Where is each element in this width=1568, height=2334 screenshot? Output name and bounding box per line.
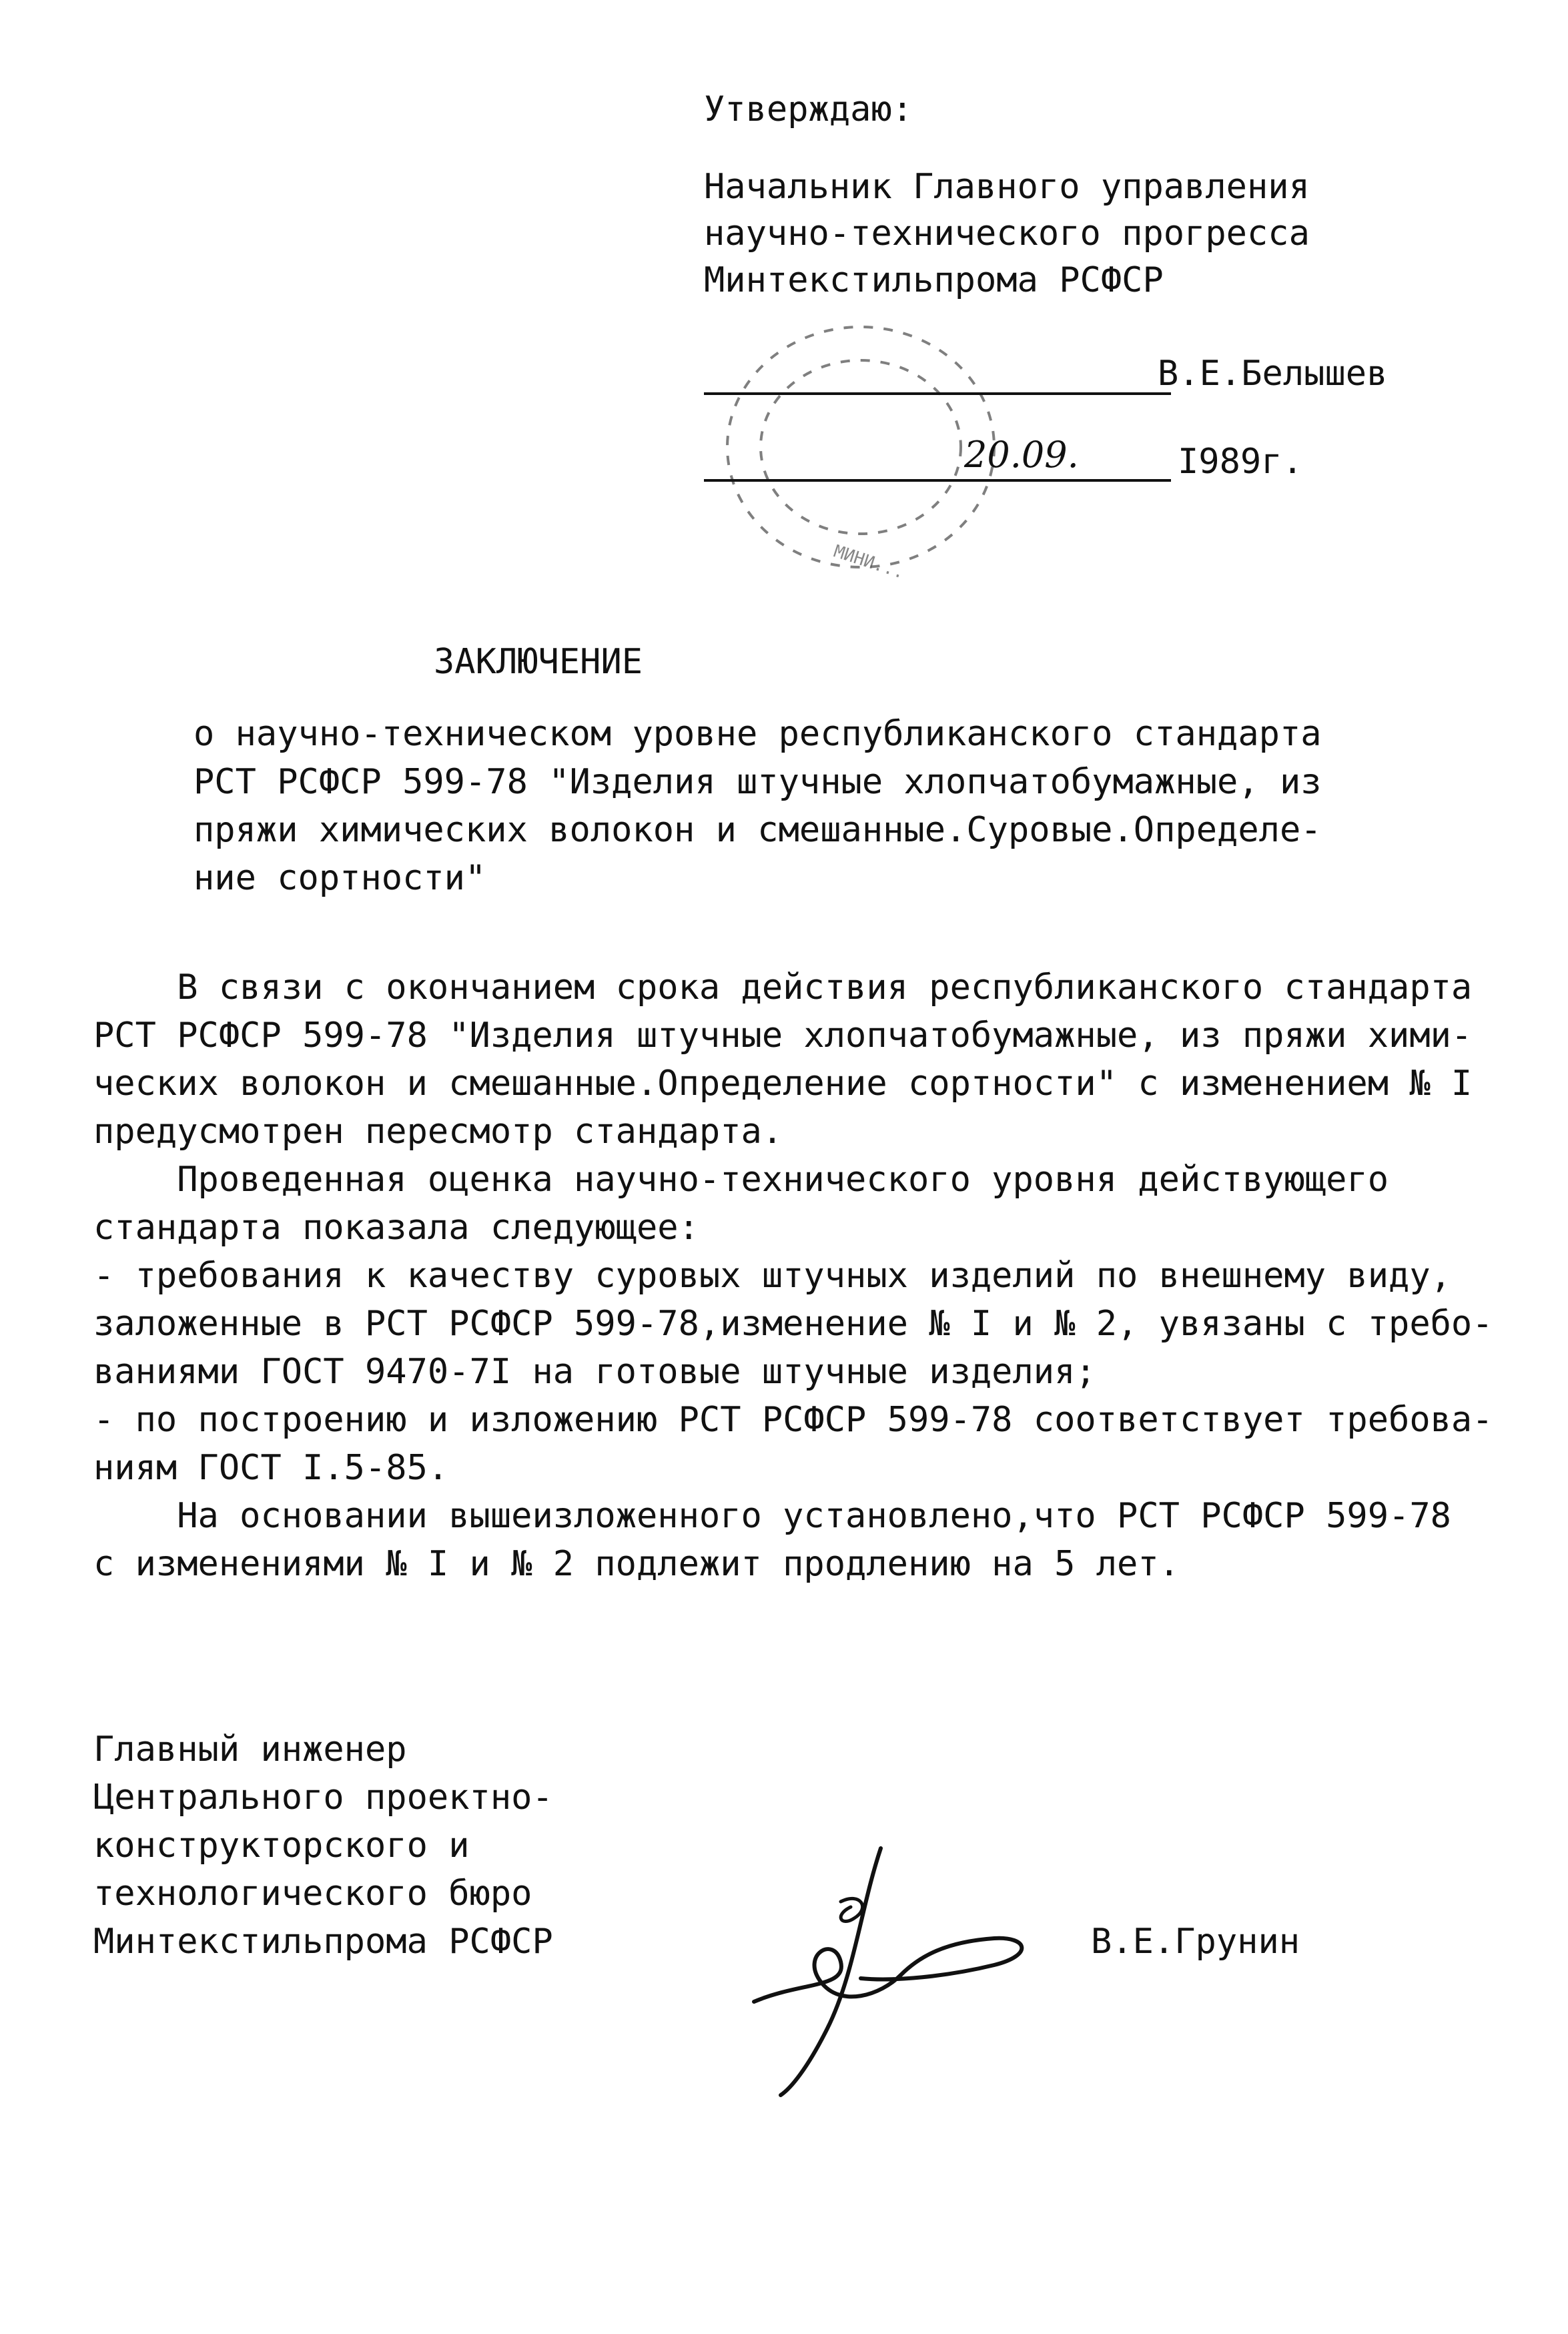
approval-year: I989г.: [1178, 442, 1303, 482]
approval-heading: Утверждаю:: [704, 89, 913, 129]
body-line-8: заложенные в РСТ РСФСР 599-78,изменение № I и № 2, увязаны с требо-: [93, 1304, 1493, 1344]
approval-signer: В.Е.Белышев: [1158, 354, 1388, 394]
handwritten-signature: [727, 1828, 1048, 2108]
approval-date-rule: [704, 479, 1171, 482]
body-line-1: В связи с окончанием срока действия республиканского стандарта: [93, 967, 1473, 1008]
footer-position-line-1: Главный инженер: [93, 1729, 407, 1770]
subject-line-2: РСТ РСФСР 599-78 "Изделия штучные хлопчатобумажные, из: [193, 762, 1322, 802]
body-line-2: РСТ РСФСР 599-78 "Изделия штучные хлопчатобумажные, из пряжи хими-: [93, 1016, 1473, 1056]
footer-signer: В.Е.Грунин: [1091, 1922, 1300, 1962]
body-line-4: предусмотрен пересмотр стандарта.: [93, 1112, 783, 1152]
approval-position-line-1: Начальник Главного управления: [704, 167, 1310, 207]
footer-position-line-2: Центрального проектно-: [93, 1778, 553, 1818]
subject-line-3: пряжи химических волокон и смешанные.Суровые.Определе-: [193, 810, 1322, 850]
subject-line-1: о научно-техническом уровне республиканского стандарта: [193, 714, 1322, 754]
body-line-13: с изменениями № I и № 2 подлежит продлению на 5 лет.: [93, 1544, 1180, 1584]
approval-signature-rule: [704, 392, 1171, 395]
approval-position-line-3: Минтекстильпрома РСФСР: [704, 260, 1164, 300]
body-line-5: Проведенная оценка научно-технического уровня действующего: [93, 1160, 1389, 1200]
approval-date-handwritten: 20.09.: [964, 434, 1079, 476]
footer-position-line-3: конструкторского и: [93, 1826, 470, 1866]
body-line-10: - по построению и изложению РСТ РСФСР 599-78 соответствует требова-: [93, 1400, 1493, 1440]
body-line-6: стандарта показала следующее:: [93, 1208, 699, 1248]
document-title: ЗАКЛЮЧЕНИЕ: [434, 642, 643, 682]
approval-position-line-2: научно-технического прогресса: [704, 214, 1310, 254]
body-line-12: На основании вышеизложенного установлено,что РСТ РСФСР 599-78: [93, 1496, 1451, 1536]
subject-line-4: ние сортности": [193, 858, 486, 898]
body-line-3: ческих волокон и смешанные.Определение сортности" с изменением № I: [93, 1064, 1473, 1104]
footer-position-line-4: технологического бюро: [93, 1874, 532, 1914]
body-line-9: ваниями ГОСТ 9470-7I на готовые штучные изделия;: [93, 1352, 1096, 1392]
stamp-text: МИНИ...: [831, 541, 907, 583]
body-line-7: - требования к качеству суровых штучных изделий по внешнему виду,: [93, 1256, 1451, 1296]
footer-position-line-5: Минтекстильпрома РСФСР: [93, 1922, 553, 1962]
body-line-11: ниям ГОСТ I.5-85.: [93, 1448, 449, 1488]
